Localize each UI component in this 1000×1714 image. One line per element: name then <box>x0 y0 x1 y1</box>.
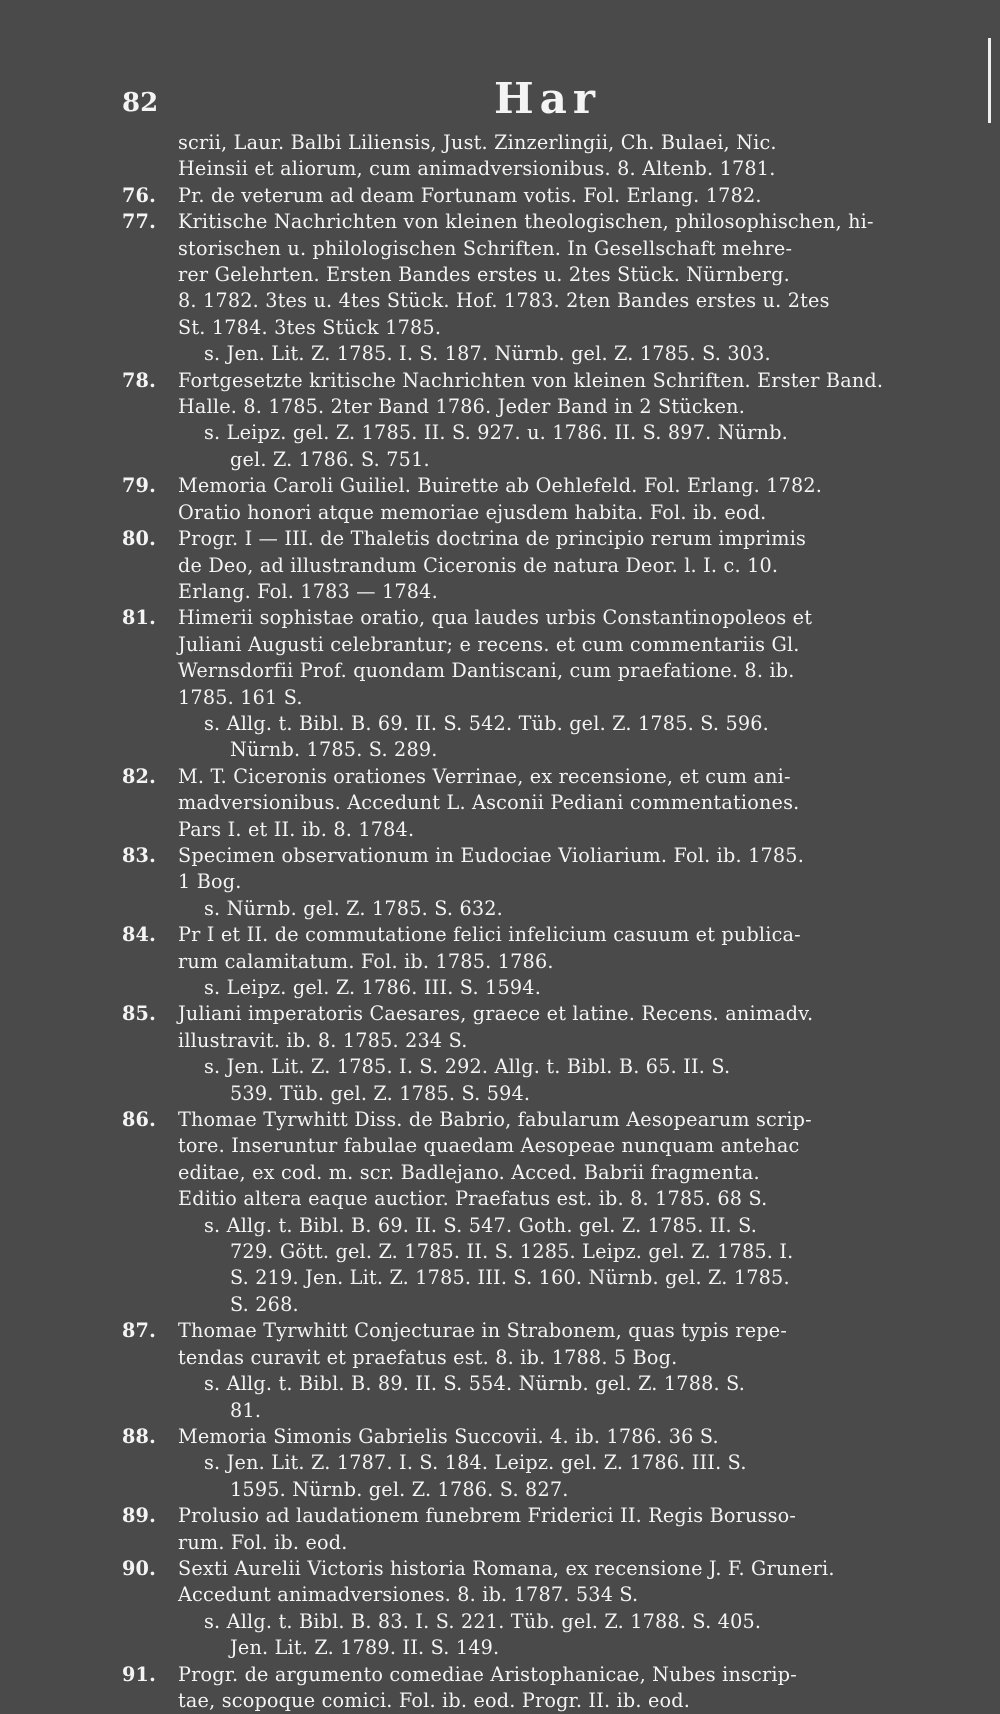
bibliography-entry <box>122 183 957 209</box>
review-reference-line: gel. Z. 1786. S. 751. <box>230 447 430 471</box>
bibliography-entry <box>122 922 957 1001</box>
entry-number: 90. <box>122 1556 156 1580</box>
entry-text-line: Oratio honori atque memoriae ejusdem habita. Fol. ib. eod. <box>178 500 767 524</box>
bibliography-entry <box>122 1662 957 1714</box>
entry-text-line: Thomae Tyrwhitt Conjecturae in Strabonem, quas typis repe- <box>178 1319 788 1343</box>
entry-text-line: Juliani Augusti celebrantur; e recens. et cum commentariis Gl. <box>178 632 800 656</box>
review-reference-line: 1595. Nürnb. gel. Z. 1786. S. 827. <box>230 1477 569 1501</box>
review-reference-line: s. Jen. Lit. Z. 1785. I. S. 292. Allg. t. Bibl. B. 65. II. S. <box>204 1055 731 1079</box>
review-reference-line: s. Jen. Lit. Z. 1785. I. S. 187. Nürnb. gel. Z. 1785. S. 303. <box>204 342 771 366</box>
review-reference-line: s. Jen. Lit. Z. 1787. I. S. 184. Leipz. gel. Z. 1786. III. S. <box>204 1451 747 1475</box>
page-edge-rule <box>988 38 991 123</box>
entry-text-line: Progr. de argumento comediae Aristophanicae, Nubes inscrip- <box>178 1662 797 1686</box>
bibliography-entry <box>122 209 957 367</box>
entry-text-line: Progr. I — III. de Thaletis doctrina de principio rerum imprimis <box>178 527 807 551</box>
entry-text-line: St. 1784. 3tes Stück 1785. <box>178 315 442 339</box>
entry-number: 76. <box>122 183 156 207</box>
entry-text-line: de Deo, ad illustrandum Ciceronis de natura Deor. l. I. c. 10. <box>178 553 779 577</box>
entry-text-line: rum calamitatum. Fol. ib. 1785. 1786. <box>178 949 554 973</box>
entry-text-line: Sexti Aurelii Victoris historia Romana, ex recensione J. F. Gruneri. <box>178 1556 835 1580</box>
review-reference-line: s. Leipz. gel. Z. 1786. III. S. 1594. <box>204 976 541 999</box>
entry-text-line: Juliani imperatoris Caesares, graece et latine. Recens. animadv. <box>178 1002 814 1026</box>
entry-text-line: Wernsdorfii Prof. quondam Dantiscani, cum praefatione. 8. ib. <box>178 659 795 683</box>
entry-text-line: illustravit. ib. 8. 1785. 234 S. <box>178 1028 468 1052</box>
entry-text-line: Halle. 8. 1785. 2ter Band 1786. Jeder Band in 2 Stücken. <box>178 395 746 419</box>
review-reference-line: S. 268. <box>230 1292 299 1316</box>
review-reference-line: 539. Tüb. gel. Z. 1785. S. 594. <box>230 1081 531 1105</box>
review-reference-line: 729. Gött. gel. Z. 1785. II. S. 1285. Leipz. gel. Z. 1785. I. <box>230 1240 794 1264</box>
entry-text-line: Pars I. et II. ib. 8. 1784. <box>178 817 415 841</box>
review-reference-line: s. Allg. t. Bibl. B. 69. II. S. 542. Tüb. gel. Z. 1785. S. 596. <box>204 711 769 735</box>
entry-number: 83. <box>122 843 156 867</box>
entry-text-line: Himerii sophistae oratio, qua laudes urbis Constantinopoleos et <box>178 606 813 630</box>
entry-number: 88. <box>122 1424 156 1448</box>
entry-number: 84. <box>122 923 156 947</box>
bibliography-entry <box>122 368 957 474</box>
entry-number: 79. <box>122 474 156 498</box>
page-number: 82 <box>122 88 159 118</box>
review-reference-line: s. Allg. t. Bibl. B. 83. I. S. 221. Tüb. gel. Z. 1788. S. 405. <box>204 1609 762 1633</box>
entry-text-line: M. T. Ciceronis orationes Verrinae, ex recensione, et cum ani- <box>178 764 791 788</box>
bibliography-entry <box>122 130 957 183</box>
review-reference-line: 81. <box>230 1398 262 1422</box>
entry-text-line: tore. Inseruntur fabulae quaedam Aesopeae nunquam antehac <box>178 1134 800 1158</box>
entry-text-line: Pr. de veterum ad deam Fortunam votis. Fol. Erlang. 1782. <box>178 183 762 207</box>
entry-text-line: Fortgesetzte kritische Nachrichten von kleinen Schriften. Erster Band. <box>178 368 884 392</box>
entry-text-line: Memoria Caroli Guiliel. Buirette ab Oehlefeld. Fol. Erlang. 1782. <box>178 474 823 498</box>
entry-text-line: Thomae Tyrwhitt Diss. de Babrio, fabularum Aesopearum scrip- <box>178 1108 812 1132</box>
entry-number: 89. <box>122 1504 156 1528</box>
entry-number: 85. <box>122 1002 156 1026</box>
entry-number: 77. <box>122 210 156 234</box>
entry-text-line: tendas curavit et praefatus est. 8. ib. 1788. 5 Bog. <box>178 1345 678 1369</box>
entry-text-line: Accedunt animadversiones. 8. ib. 1787. 534 S. <box>178 1583 639 1607</box>
entry-number: 80. <box>122 527 156 551</box>
entry-text-line: Pr I et II. de commutatione felici infelicium casuum et publica- <box>178 923 801 947</box>
bibliography-entry <box>122 473 957 526</box>
entry-text-line: Prolusio ad laudationem funebrem Friderici II. Regis Borusso- <box>178 1504 797 1528</box>
bibliography-entries <box>122 130 957 1714</box>
review-reference-line: Jen. Lit. Z. 1789. II. S. 149. <box>230 1636 500 1660</box>
entry-text-line: Heinsii et aliorum, cum animadversionibus. 8. Altenb. 1781. <box>178 157 776 181</box>
entry-text-line: Memoria Simonis Gabrielis Succovii. 4. ib. 1786. 36 S. <box>178 1424 719 1448</box>
bibliography-entry <box>122 1318 957 1424</box>
entry-text-line: Erlang. Fol. 1783 — 1784. <box>178 579 438 603</box>
entry-text-line: editae, ex cod. m. scr. Badlejano. Acced. Babrii fragmenta. <box>178 1160 760 1184</box>
entry-text-line: scrii, Laur. Balbi Liliensis, Just. Zinzerlingii, Ch. Bulaei, Nic. <box>178 131 777 154</box>
review-reference-line: s. Allg. t. Bibl. B. 89. II. S. 554. Nürnb. gel. Z. 1788. S. <box>204 1372 746 1396</box>
bibliography-entry <box>122 1107 957 1318</box>
entry-text-line: rum. Fol. ib. eod. <box>178 1530 348 1554</box>
entry-text-line: 1 Bog. <box>178 870 242 894</box>
running-head: Har <box>494 74 602 123</box>
entry-number: 86. <box>122 1108 156 1132</box>
bibliography-entry <box>122 843 957 922</box>
bibliography-entry <box>122 605 957 763</box>
bibliography-entry <box>122 764 957 843</box>
review-reference-line: S. 219. Jen. Lit. Z. 1785. III. S. 160. Nürnb. gel. Z. 1785. <box>230 1266 790 1290</box>
entry-text-line: 8. 1782. 3tes u. 4tes Stück. Hof. 1783. 2ten Bandes erstes u. 2tes <box>178 289 830 313</box>
entry-number: 91. <box>122 1662 156 1686</box>
entry-text-line: Editio altera eaque auctior. Praefatus est. ib. 8. 1785. 68 S. <box>178 1187 768 1211</box>
entry-number: 87. <box>122 1319 156 1343</box>
entry-text-line: tae, scopoque comici. Fol. ib. eod. Progr. II. ib. eod. <box>178 1688 691 1712</box>
entry-number: 81. <box>122 606 156 630</box>
bibliography-entry <box>122 1556 957 1662</box>
review-reference-line: Nürnb. 1785. S. 289. <box>230 738 438 762</box>
entry-text-line: Kritische Nachrichten von kleinen theologischen, philosophischen, hi- <box>178 210 874 234</box>
entry-text-line: storischen u. philologischen Schriften. In Gesellschaft mehre- <box>178 236 793 260</box>
review-reference-line: s. Nürnb. gel. Z. 1785. S. 632. <box>204 896 503 920</box>
entry-number: 82. <box>122 764 156 788</box>
entry-text-line: rer Gelehrten. Ersten Bandes erstes u. 2tes Stück. Nürnberg. <box>178 263 790 287</box>
entry-number: 78. <box>122 368 156 392</box>
bibliography-entry <box>122 526 957 605</box>
bibliography-entry <box>122 1424 957 1503</box>
bibliography-entry <box>122 1001 957 1107</box>
entry-text-line: Specimen observationum in Eudociae Violiarium. Fol. ib. 1785. <box>178 843 805 867</box>
entry-text-line: 1785. 161 S. <box>178 685 303 709</box>
bibliography-entry <box>122 1503 957 1556</box>
review-reference-line: s. Allg. t. Bibl. B. 69. II. S. 547. Goth. gel. Z. 1785. II. S. <box>204 1213 758 1237</box>
entry-text-line: madversionibus. Accedunt L. Asconii Pediani commentationes. <box>178 791 800 815</box>
page-header <box>122 74 922 124</box>
review-reference-line: s. Leipz. gel. Z. 1785. II. S. 927. u. 1786. II. S. 897. Nürnb. <box>204 421 788 445</box>
